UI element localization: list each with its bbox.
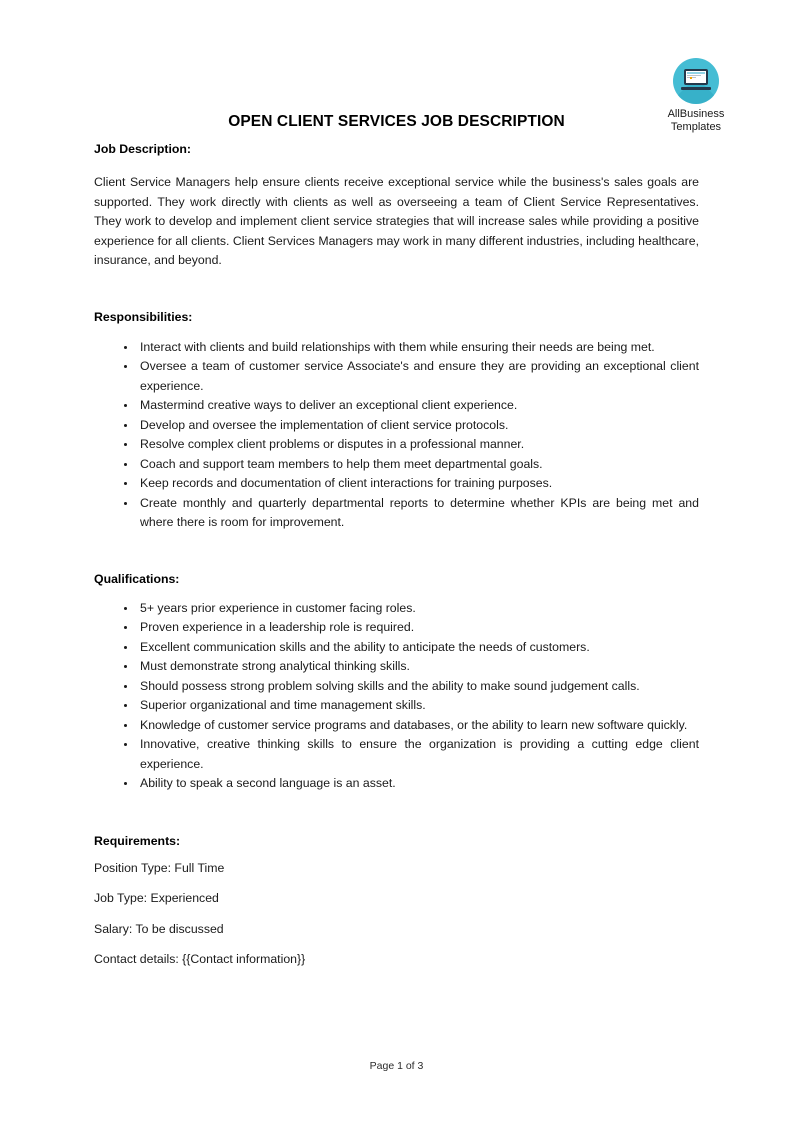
qualifications-list [94,599,699,794]
list-item: 5+ years prior experience in customer facing roles. [94,599,699,619]
requirement-job-type: Job Type: Experienced [94,891,219,905]
list-item: Proven experience in a leadership role is required. [94,618,699,638]
list-item: Coach and support team members to help them meet departmental goals. [94,455,699,475]
list-item: Develop and oversee the implementation of client service protocols. [94,416,699,436]
job-description-paragraph: Client Service Managers help ensure clients receive exceptional service while the business's sales goals are supported. They work directly with clients as well as overseeing a team of Client Service Representatives. They work to develop and implement client service strategies that will increase sales while providing a positive experience for all clients. Client Services Managers may work in many different industries, including healthcare, insurance, and beyond. [94,175,699,267]
list-item: Superior organizational and time management skills. [94,696,699,716]
list-item: Must demonstrate strong analytical thinking skills. [94,657,699,677]
document-body [94,0,699,970]
requirement-contact-details: Contact details: {{Contact information}} [94,952,306,966]
list-item: Create monthly and quarterly departmental reports to determine whether KPIs are being met and where there is room for improvement. [94,494,699,533]
requirement-salary: Salary: To be discussed [94,921,224,936]
job-description-heading: Job Description: [94,142,192,156]
responsibilities-heading: Responsibilities: [94,309,193,324]
list-item: Resolve complex client problems or disputes in a professional manner. [94,435,699,455]
list-item: Ability to speak a second language is an asset. [94,774,699,794]
list-item: Interact with clients and build relationships with them while ensuring their needs are being met. [94,338,699,358]
logo-caption-line1: AllBusiness [667,108,725,120]
list-item: Excellent communication skills and the ability to anticipate the needs of customers. [94,638,699,658]
list-item: Should possess strong problem solving skills and the ability to make sound judgement calls. [94,677,699,697]
requirements-heading: Requirements: [94,833,181,848]
page-footer: Page 1 of 3 [369,1060,424,1072]
list-item: Keep records and documentation of client interactions for training purposes. [94,474,699,494]
requirement-position-type: Position Type: Full Time [94,860,225,875]
list-item: Knowledge of customer service programs and databases, or the ability to learn new software quickly. [94,716,699,736]
list-item: Innovative, creative thinking skills to ensure the organization is providing a cutting edge client experience. [94,735,699,774]
page-title: OPEN CLIENT SERVICES JOB DESCRIPTION [228,113,565,130]
qualifications-heading: Qualifications: [94,571,180,586]
list-item: Mastermind creative ways to deliver an exceptional client experience. [94,396,699,416]
list-item: Oversee a team of customer service Associate's and ensure they are providing an exceptional client experience. [94,357,699,396]
logo-caption-line2: Templates [670,121,722,133]
responsibilities-list [94,338,699,533]
